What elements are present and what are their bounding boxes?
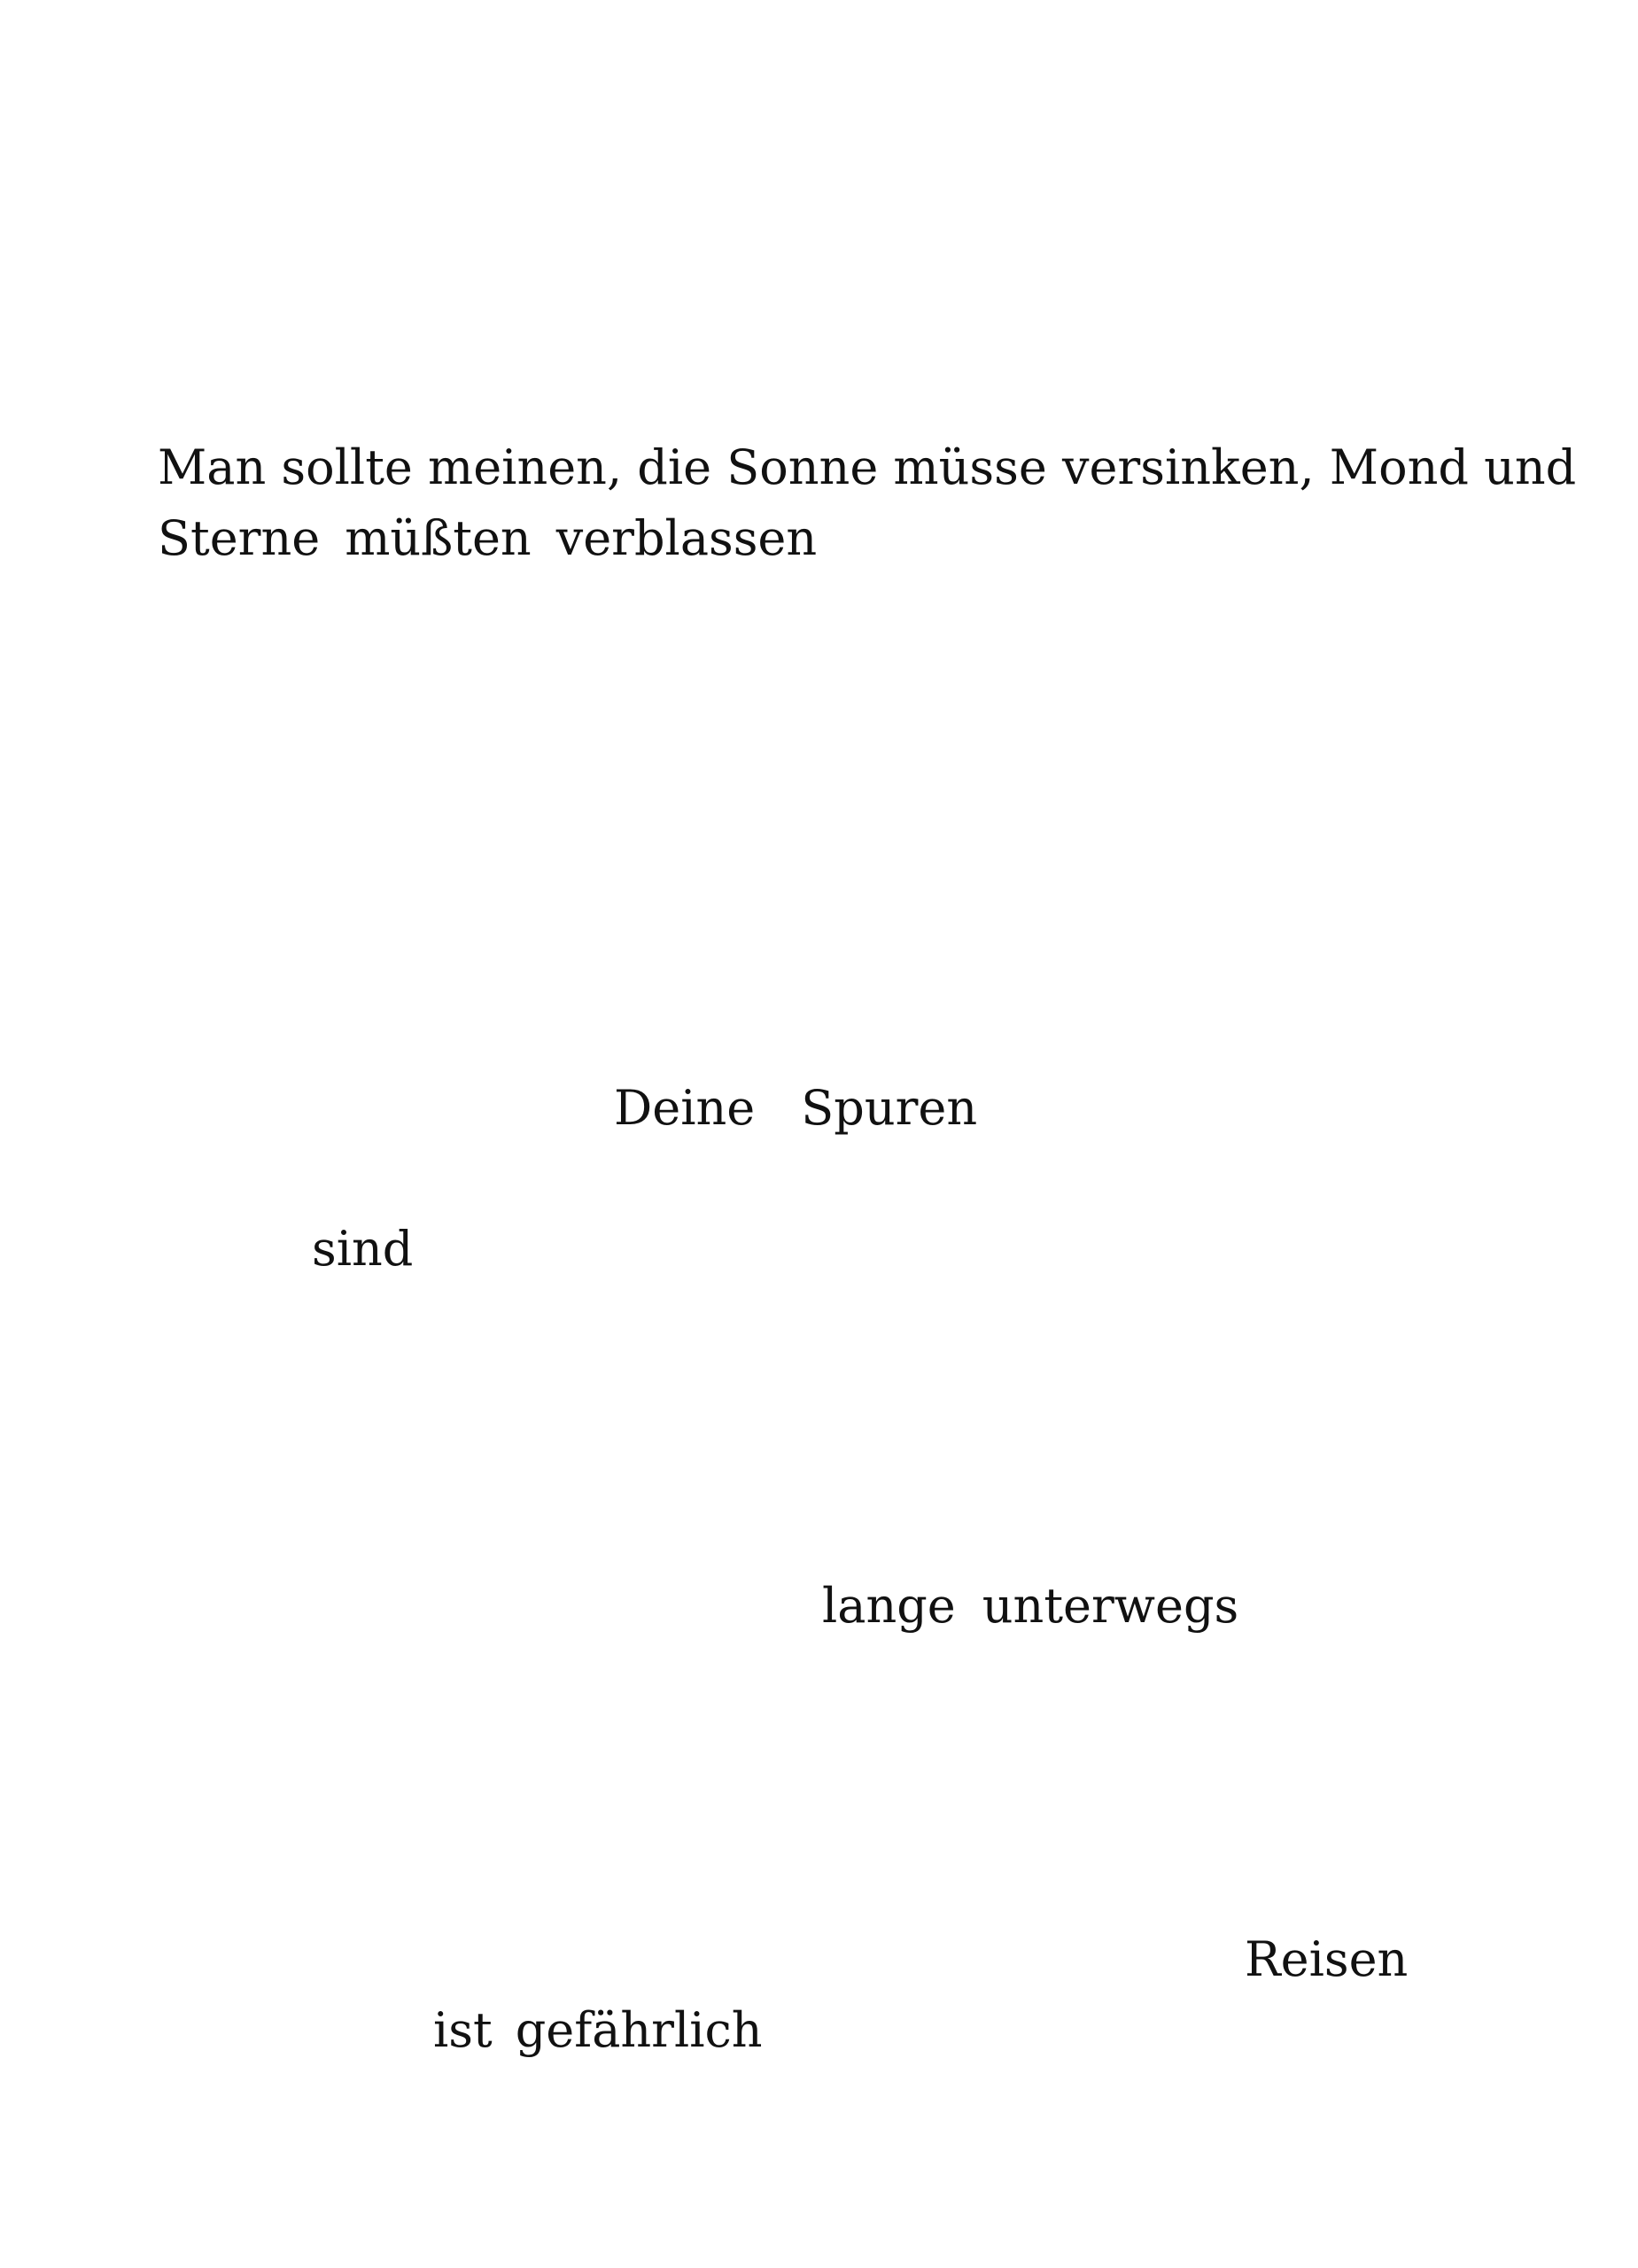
fragment-ist-gefaehrlich (433, 1995, 763, 2066)
fragment-lange-unterwegs (822, 1571, 1238, 1642)
word-gefaehrlich: gefährlich (515, 2002, 763, 2058)
intro-line-2 (158, 503, 817, 574)
fragment-sind: sind (312, 1221, 414, 1277)
word-spuren: Spuren (801, 1080, 978, 1136)
word-verblassen: verblassen (555, 510, 818, 566)
word-sterne: Sterne (158, 510, 321, 566)
word-deine: Deine (614, 1080, 756, 1136)
word-lange: lange (822, 1578, 956, 1634)
word-ist: ist (433, 2002, 493, 2058)
word-unterwegs: unterwegs (982, 1578, 1239, 1634)
fragment-reisen: Reisen (1245, 1931, 1409, 1987)
fragment-deine-spuren (614, 1073, 977, 1144)
intro-line-1: Man sollte meinen, die Sonne müsse versinken, Mond und (158, 439, 1577, 495)
word-muessten: müßten (345, 510, 532, 566)
